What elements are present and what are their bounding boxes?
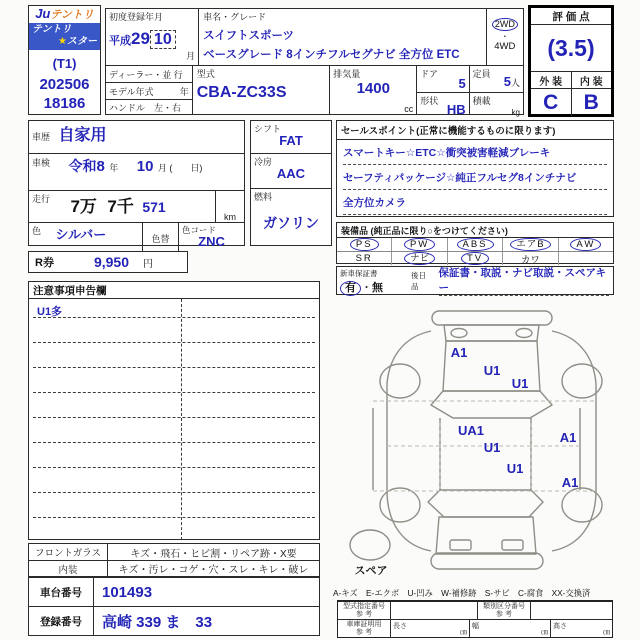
damage-mark: A1 — [559, 430, 577, 445]
door-shape-cell — [417, 66, 469, 115]
auction-house-logo-box — [28, 5, 101, 115]
warranty-yes-circled: 有 — [340, 281, 361, 296]
rear-left-wheel — [380, 488, 420, 522]
displacement-cell — [330, 66, 417, 115]
spare-tire-outline — [350, 530, 390, 560]
mileage-row — [29, 190, 244, 222]
damage-mark: U1 — [483, 363, 501, 378]
history-row — [29, 121, 244, 153]
load-unit: kg — [511, 108, 520, 117]
equipment-item-kawa: カワ — [520, 254, 540, 266]
interior-cond-items: キズ・汚レ・コゲ・穴・スレ・キレ・破レ — [107, 561, 319, 576]
header-table — [105, 8, 524, 115]
color-code-value: ZNC — [198, 234, 225, 249]
recycle-ticket-unit: 円 — [143, 258, 153, 270]
damage-mark: U1 — [483, 440, 501, 455]
class-number-field — [531, 602, 612, 619]
front-glass-items: キズ・飛石・ヒビ割・リペア跡・X要 — [107, 544, 319, 560]
drive-dot: ・ — [500, 32, 509, 41]
drive-4wd: 4WD — [494, 41, 516, 52]
shape-label: 形状 — [420, 96, 439, 106]
sales-point-line: スマートキー☆ETC☆衝突被害軽減ブレーキ — [343, 140, 607, 165]
history-value: 自家用 — [58, 127, 107, 144]
equipment-item-navi: ナビ — [404, 252, 435, 265]
displacement-unit: cc — [404, 104, 414, 114]
plate-number-value: 高崎 339 ま 33 — [93, 607, 319, 635]
first-reg-era: 平成 — [109, 35, 131, 47]
exterior-grade-value: C — [531, 89, 572, 116]
chassis-number-value: 101493 — [93, 578, 319, 606]
drive-2wd-circled: 2WD — [492, 18, 518, 31]
windshield-outline — [431, 391, 552, 418]
glass-interior-box — [28, 543, 320, 577]
equipment-item-pw: PW — [404, 238, 435, 251]
equipment-item-abs: ABS — [457, 238, 494, 251]
first-registration-cell — [106, 9, 199, 65]
front-bumper-outline — [432, 311, 552, 325]
car-name-line2: ベースグレード 8インチフルセグナビ 全方位 ETC — [203, 49, 460, 61]
sales-points-title: セールスポイント(正常に機能するものに限ります) — [337, 121, 613, 140]
first-registration-label: 初度登録年月 — [109, 12, 164, 22]
equipment-item-ps: PS — [350, 238, 379, 251]
equipment-box — [336, 222, 614, 264]
rear-window-outline — [428, 490, 543, 517]
recycle-ticket-value: 9,950 — [93, 254, 129, 270]
car-name-line1: スイフトスポーツ — [203, 30, 294, 42]
exterior-grade-label: 外 装 — [531, 72, 572, 88]
inspection-month-paren: 月 ( 日) — [157, 163, 203, 173]
interior-cond-label: 内装 — [58, 564, 78, 576]
reference-table — [337, 600, 613, 638]
model-year-suffix: 年 — [179, 86, 189, 97]
load-label: 積載 — [472, 96, 491, 106]
damage-mark: U1 — [506, 461, 524, 476]
rating-title: 評 価 点 — [531, 8, 611, 25]
model-spec-ref: 参 考 — [356, 611, 372, 618]
lot-number-2: 18186 — [43, 95, 86, 112]
interior-grade-label: 内 装 — [579, 76, 603, 88]
lot-number-1: 202506 — [39, 76, 90, 93]
notes-box — [28, 281, 320, 540]
model-year-label: モデル年式 — [109, 86, 154, 97]
length-label: 長さ — [393, 623, 407, 630]
later-items-value: 保証書・取説・ナビ取説・スペアキー — [439, 265, 609, 296]
recycle-ticket-label: R券 — [35, 257, 54, 269]
front-glass-label: フロントガラス — [35, 548, 101, 559]
capacity-load-cell — [470, 66, 523, 115]
logo-banner-line2: スター — [67, 36, 97, 47]
warranty-dot: ・ — [361, 282, 372, 294]
equipment-item-airbag: エアB — [510, 238, 550, 251]
model-year-row — [106, 82, 192, 99]
plate-number-label: 登録番号 — [40, 615, 82, 628]
car-name-label: 車名・グレード — [203, 12, 267, 22]
notes-title: 注意事項申告欄 — [29, 282, 319, 299]
color-row — [29, 222, 244, 253]
mileage-man: 7万 — [70, 197, 97, 216]
notes-entry: U1多 — [37, 306, 63, 318]
color-code-label: 色コード — [182, 225, 217, 235]
registration-box — [28, 577, 320, 636]
spare-tire-label: スペア — [354, 565, 388, 577]
width-unit: ㎝ — [541, 629, 548, 636]
handle-row: ハンドル 左・右 — [106, 99, 192, 115]
car-damage-diagram — [333, 298, 620, 585]
first-reg-year: 29 — [131, 29, 150, 48]
inspection-year-suffix: 年 — [109, 163, 119, 173]
star-icon: ★ — [58, 36, 67, 47]
capacity-value: 5 — [503, 74, 511, 89]
dealer-row: ディーラー・並 行 — [109, 69, 183, 80]
garage-cert-ref: 参 考 — [356, 629, 372, 636]
width-label: 幅 — [472, 623, 479, 630]
model-code-value: CBA-ZC33S — [196, 84, 287, 101]
rear-bumper-outline — [431, 553, 543, 569]
ac-value: AAC — [276, 166, 306, 181]
history-label: 車歴 — [32, 132, 51, 142]
inspection-year: 8 — [96, 158, 105, 175]
equipment-item-tv: TV — [461, 252, 489, 265]
first-reg-month-suffix: 月 — [186, 51, 196, 61]
mileage-unit: km — [224, 212, 236, 222]
rear-right-wheel — [562, 488, 602, 522]
rating-score: (3.5) — [547, 34, 595, 61]
front-left-wheel — [380, 364, 420, 398]
equipment-title: 装備品 (純正品に限り○をつけてください) — [337, 223, 613, 238]
mileage-hundreds: 571 — [142, 199, 166, 215]
later-items-label: 後日品 — [411, 271, 426, 291]
notes-grid — [29, 299, 319, 540]
logo-banner — [29, 23, 100, 50]
shape-value: HB — [446, 102, 466, 117]
doors-value: 5 — [458, 76, 466, 91]
model-code-cell — [193, 66, 331, 115]
fuel-value: ガソリン — [263, 215, 319, 231]
shift-ac-fuel-box — [250, 120, 332, 246]
chassis-number-label: 車台番号 — [40, 586, 82, 599]
car-name-cell — [199, 9, 487, 65]
warranty-no: 無 — [372, 282, 383, 294]
mileage-label: 走行 — [32, 194, 51, 204]
capacity-label: 定員 — [472, 69, 491, 79]
doors-label: ドア — [420, 69, 438, 79]
garage-cert-label: 車庫証明用 — [346, 621, 382, 628]
model-spec-number-field — [391, 602, 478, 619]
inspection-month: 10 — [136, 158, 154, 175]
damage-mark: UA1 — [457, 423, 485, 438]
logo-banner-line1: テントリ — [32, 24, 72, 35]
height-unit: ㎝ — [603, 629, 610, 636]
model-spec-number-label: 型式指定番号 — [343, 603, 385, 610]
model-code-label: 型式 — [196, 69, 215, 79]
fuel-label: 燃料 — [254, 192, 273, 202]
inspection-era: 令和 — [68, 158, 97, 174]
displacement-value: 1400 — [356, 80, 390, 97]
color-label: 色 — [32, 226, 42, 236]
warranty-label: 新車保証書 — [340, 269, 378, 278]
lot-t1: (T1) — [52, 56, 77, 71]
displacement-label: 排気量 — [333, 69, 361, 79]
capacity-unit: 人 — [510, 78, 520, 88]
drive-type-cell — [487, 9, 523, 65]
damage-mark: U1 — [511, 376, 529, 391]
ac-label: 冷房 — [254, 157, 273, 167]
inspection-label: 車検 — [32, 158, 51, 168]
sales-point-line: セーフティパッケージ☆純正フルセグ8インチナビ — [343, 165, 607, 190]
height-label: 高さ — [553, 623, 567, 630]
inspection-row — [29, 153, 244, 190]
shift-label: シフト — [254, 124, 282, 134]
damage-mark: A1 — [561, 475, 579, 490]
damage-mark: A1 — [450, 345, 468, 360]
interior-grade-value: B — [583, 90, 599, 114]
logo-tentori: テントリ — [50, 9, 94, 21]
sales-point-line: 全方位カメラ — [343, 190, 607, 215]
vehicle-details-box — [28, 120, 245, 249]
class-number-label: 類別区分番号 — [483, 603, 525, 610]
equipment-item-sr: SR — [355, 253, 373, 264]
warranty-box — [336, 266, 614, 295]
equipment-item-aw: AW — [570, 238, 601, 251]
first-reg-month: 10 — [150, 30, 176, 49]
rating-box — [528, 5, 614, 117]
color-change-label: 色替 — [151, 233, 170, 244]
class-number-ref: 参 考 — [496, 611, 512, 618]
dealer-handle-cell — [106, 66, 193, 115]
recycle-ticket-box — [28, 251, 188, 273]
rear-gate-outline — [436, 517, 536, 554]
damage-legend: A-キズ E-エクボ U-凹み W-補修跡 S-サビ C-腐食 XX-交換済 — [333, 588, 591, 598]
color-value: シルバー — [55, 227, 107, 242]
sales-points-box — [336, 120, 614, 217]
shift-value: FAT — [279, 133, 303, 148]
length-unit: ㎝ — [460, 629, 467, 636]
mileage-sen: 7千 — [107, 197, 134, 216]
logo-ju: Ju — [35, 6, 51, 21]
